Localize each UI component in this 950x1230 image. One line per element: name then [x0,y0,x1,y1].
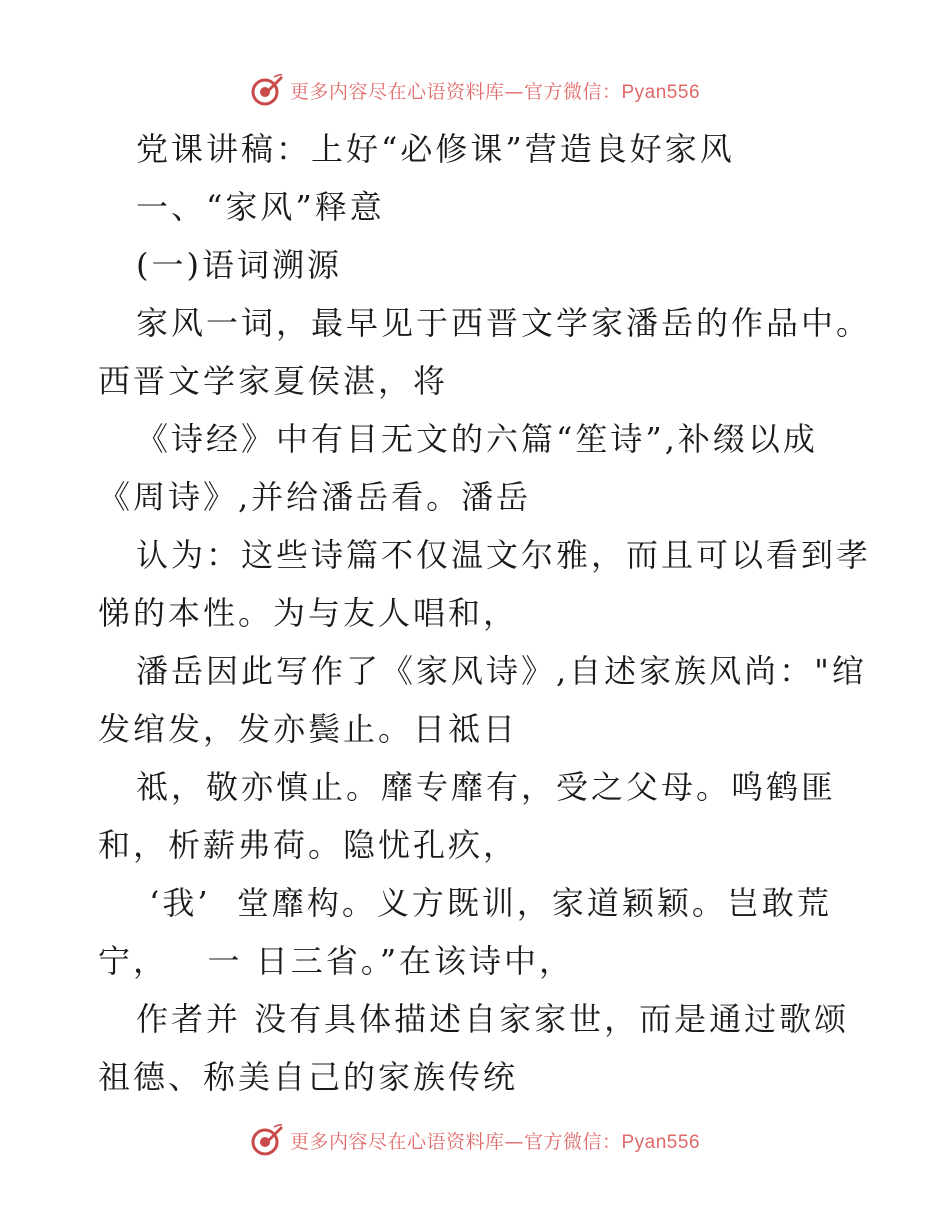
document-line: 祗，敬亦慎止。靡专靡有，受之父母。鸣鹤匪 [136,768,837,806]
document-line: 家风一词，最早见于西晋文学家潘岳的作品中。 [136,304,872,342]
header-banner-main: 更多内容尽在心语资料库 [289,80,505,103]
footer-banner-main: 更多内容尽在心语资料库 [289,1130,505,1153]
document-body [98,120,872,1106]
footer-banner [0,1120,950,1160]
document-line: 潘岳因此写作了《家风诗》,自述家族风尚："绾 [136,652,867,690]
document-line: 祖德、称美自己的家族传统 [98,1058,519,1096]
footer-banner-text [290,1127,700,1154]
document-line: 《周诗》,并给潘岳看。潘岳 [98,478,532,516]
document-line: 作者并 没有具体描述自家家世，而是通过歌颂 [136,1000,850,1038]
document-line: 一、“家风”释意 [136,188,385,226]
document-line: (一)语词溯源 [136,246,342,284]
header-banner [0,70,950,110]
document-line: 宁， 一 日三省。”在该诗中， [98,942,575,980]
header-banner-sep: — [504,80,524,103]
footer-banner-label: 官方微信： [523,1130,622,1153]
document-line: 《诗经》中有目无文的六篇“笙诗”,补缀以成 [136,420,818,458]
header-banner-handle: Pyan556 [621,81,701,103]
footer-banner-sep: — [504,1130,524,1153]
document-line: 和，析薪弗荷。隐忧孔疚， [98,826,519,864]
document-line: 认为：这些诗篇不仅温文尔雅，而且可以看到孝 [136,536,872,574]
document-line: ‘我’ 堂靡构。义方既训，家道颖颖。岂敢荒 [136,884,832,922]
footer-banner-handle: Pyan556 [621,1131,701,1153]
header-banner-label: 官方微信： [523,80,622,103]
document-line: 西晋文学家夏侯湛，将 [98,362,449,400]
document-line: 悌的本性。为与友人唱和， [98,594,519,632]
document-line: 发绾发，发亦鬓止。日祗日 [98,710,519,748]
quill-seal-icon [250,73,284,107]
quill-seal-icon [250,1123,284,1157]
document-line: 党课讲稿：上好“必修课”营造良好家风 [136,130,735,168]
header-banner-text [290,77,700,104]
